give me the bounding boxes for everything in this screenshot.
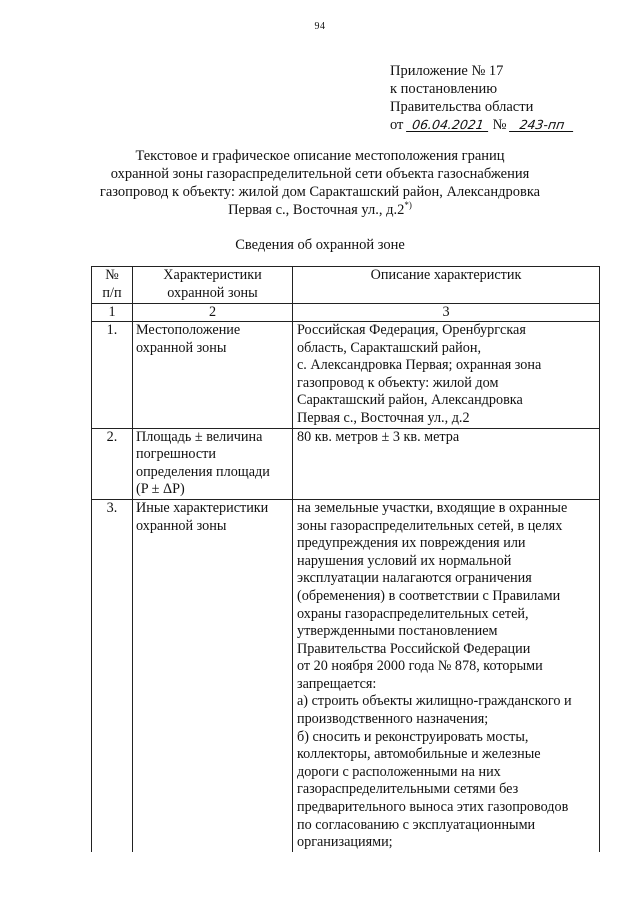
description-line: зоны газораспределительных сетей, в целях xyxy=(297,517,563,534)
row-characteristic xyxy=(133,322,293,429)
column-number: 3 xyxy=(293,304,600,322)
description-line: 80 кв. метров ± 3 кв. метра xyxy=(297,428,460,445)
characteristic-line: погрешности xyxy=(136,446,216,463)
description-line: организациями; xyxy=(297,834,393,851)
title-line-3: газопровод к объекту: жилой дом Саракташский район, Александровка xyxy=(99,184,541,200)
appendix-resolution-ref: к постановлению xyxy=(390,81,498,97)
title-line-1: Текстовое и графическое описание местоположения границ xyxy=(135,148,505,164)
table-header-row xyxy=(92,267,600,304)
number-label: № xyxy=(492,117,507,133)
characteristic-line: охранной зоны xyxy=(136,517,227,534)
description-line: газораспределительными сетями без xyxy=(297,781,519,798)
description-line: Правительства Российской Федерации xyxy=(297,640,531,657)
description-line: коллекторы, автомобильные и железные xyxy=(297,746,541,763)
description-line: эксплуатации налагаются ограничения xyxy=(297,570,532,587)
row-description xyxy=(293,499,600,851)
description-line: на земельные участки, входящие в охранные xyxy=(297,499,568,516)
characteristic-line: (P ± ΔP) xyxy=(136,481,185,498)
appendix-date-line xyxy=(390,116,574,134)
description-line: дороги с расположенными на них xyxy=(297,763,501,780)
row-description xyxy=(293,322,600,429)
column-number-row xyxy=(92,304,600,322)
table-row xyxy=(92,322,600,429)
characteristic-line: Иные характеристики xyxy=(136,499,269,516)
column-number: 1 xyxy=(92,304,133,322)
description-line: б) сносить и реконструировать мосты, xyxy=(297,728,529,745)
characteristic-line: Местоположение xyxy=(136,322,241,338)
description-line: (обременения) в соответствии с Правилами xyxy=(297,587,561,604)
header-characteristic xyxy=(133,267,293,304)
description-line: Российская Федерация, Оренбургская xyxy=(297,322,526,338)
description-line: охраны газораспределительных сетей, xyxy=(297,605,529,622)
row-description xyxy=(293,428,600,499)
header-number-line-1: № xyxy=(105,267,119,284)
description-line: предварительного выноса этих газопроводов xyxy=(297,799,569,816)
row-characteristic xyxy=(133,428,293,499)
title-line-2: охранной зоны газораспределительной сети объекта газоснабжения xyxy=(110,166,530,182)
handwritten-date: 06.04.2021 xyxy=(406,118,490,132)
document-title xyxy=(70,147,570,219)
description-line: запрещается: xyxy=(297,675,377,692)
from-label: от xyxy=(390,117,404,133)
header-number xyxy=(92,267,133,304)
description-line: нарушения условий их нормальной xyxy=(297,552,512,569)
header-number-line-2: п/п xyxy=(102,285,122,301)
handwritten-number: 243-пп xyxy=(509,118,575,132)
description-line: Первая с., Восточная ул., д.2 xyxy=(297,409,470,426)
description-line: по согласованию с эксплуатационными xyxy=(297,816,536,833)
appendix-title: Приложение № 17 xyxy=(390,63,504,79)
characteristic-line: Площадь ± величина xyxy=(136,428,263,445)
title-line-4 xyxy=(70,201,570,219)
protection-zone-table xyxy=(91,266,600,852)
description-line: производственного назначения; xyxy=(297,711,489,728)
title-line-4-text: Первая с., Восточная ул., д.2 xyxy=(228,202,405,218)
table-row xyxy=(92,499,600,851)
page-number: 94 xyxy=(314,21,326,32)
section-subtitle: Сведения об охранной зоне xyxy=(235,237,405,253)
description-line: с. Александровка Первая; охранная зона xyxy=(297,357,542,374)
description-line: от 20 ноября 2000 года № 878, которыми xyxy=(297,658,543,675)
header-characteristic-line-1: Характеристики xyxy=(163,267,262,284)
description-line: предупреждения их повреждения или xyxy=(297,535,526,552)
description-line: а) строить объекты жилищно-гражданского и xyxy=(297,693,572,710)
description-line: утвержденными постановлением xyxy=(297,623,498,640)
row-characteristic xyxy=(133,499,293,851)
table-row xyxy=(92,428,600,499)
characteristic-line: определения площади xyxy=(136,463,270,480)
header-characteristic-line-2: охранной зоны xyxy=(167,285,258,301)
description-line: газопровод к объекту: жилой дом xyxy=(297,374,499,391)
description-line: область, Саракташский район, xyxy=(297,339,481,356)
description-line: Саракташский район, Александровка xyxy=(297,392,523,409)
row-number: 2. xyxy=(92,428,133,499)
characteristic-line: охранной зоны xyxy=(136,339,227,356)
appendix-block xyxy=(390,62,574,134)
row-number: 1. xyxy=(92,322,133,429)
header-description: Описание характеристик xyxy=(293,267,600,304)
footnote-mark: *) xyxy=(404,200,412,211)
row-number: 3. xyxy=(92,499,133,851)
column-number: 2 xyxy=(133,304,293,322)
appendix-government: Правительства области xyxy=(390,99,534,115)
